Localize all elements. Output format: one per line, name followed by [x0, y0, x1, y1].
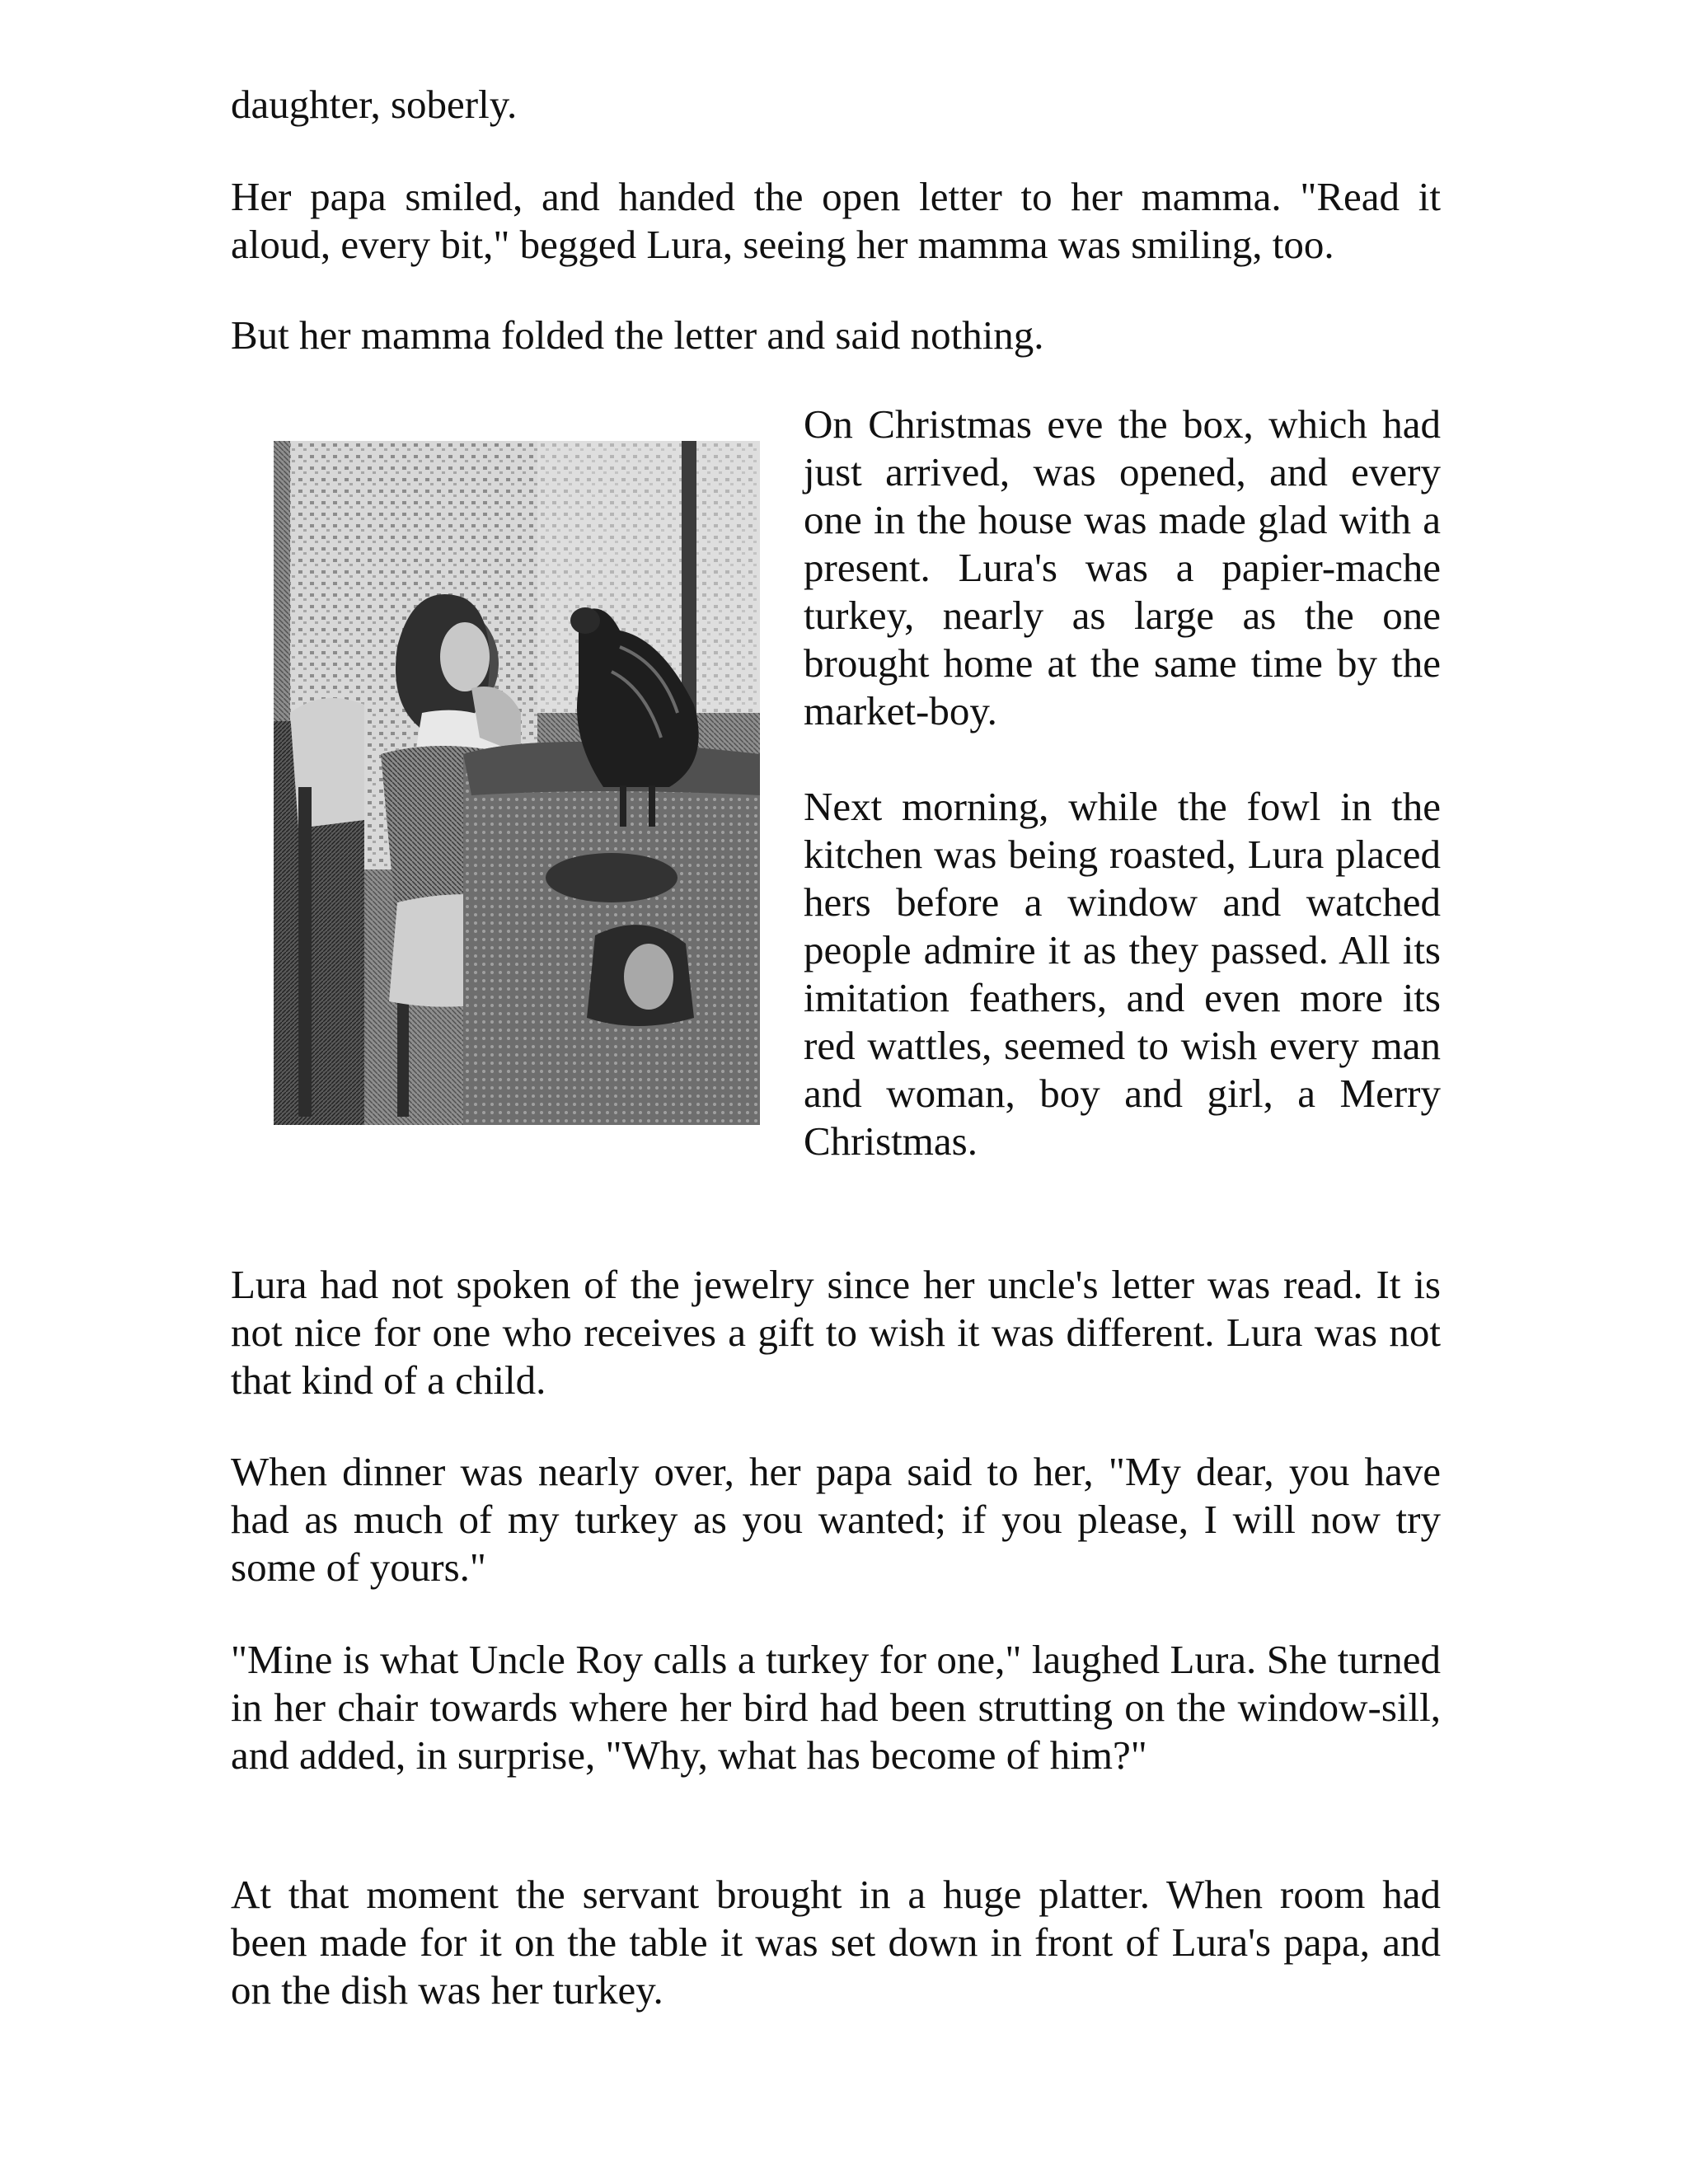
- paragraph-8: "Mine is what Uncle Roy calls a turkey for one," laughed Lura. She turned in her chair towards where her bird had been strutting on the window-sill, and added, in surprise, "Why, what has become of him?": [231, 1637, 1441, 1778]
- paragraph-3: But her mamma folded the letter and said nothing.: [231, 312, 1044, 358]
- paragraph-5: Next morning, while the fowl in the kitchen was being roasted, Lura placed hers before a window and watched people admire it as they passed. All its imitation feathers, and even more its red wattles, seemed to wish every man and woman, boy and girl, a Merry Christmas.: [804, 784, 1441, 1164]
- book-page: [231, 0, 1441, 2184]
- paragraph-7: When dinner was nearly over, her papa said to her, "My dear, you have had as much of my turkey as you wanted; if you please, I will now try some of yours.": [231, 1449, 1441, 1590]
- paragraph-1: daughter, soberly.: [231, 82, 518, 127]
- paragraph-2: Her papa smiled, and handed the open letter to her mamma. "Read it aloud, every bit," begged Lura, seeing her mamma was smiling, too.: [231, 174, 1441, 267]
- girl-with-turkey-illustration: [274, 441, 760, 1125]
- paragraph-9: At that moment the servant brought in a huge platter. When room had been made for it on the table it was set down in front of Lura's papa, and on the dish was her turkey.: [231, 1872, 1441, 2013]
- paragraph-4: On Christmas eve the box, which had just arrived, was opened, and every one in the house was made glad with a present. Lura's was a papier-mache turkey, nearly as large as the one brought home at the same time by the market-boy.: [804, 401, 1441, 733]
- engraving-illustration: [274, 441, 760, 1125]
- paragraph-6: Lura had not spoken of the jewelry since her uncle's letter was read. It is not nice for one who receives a gift to wish it was different. Lura was not that kind of a child.: [231, 1262, 1441, 1403]
